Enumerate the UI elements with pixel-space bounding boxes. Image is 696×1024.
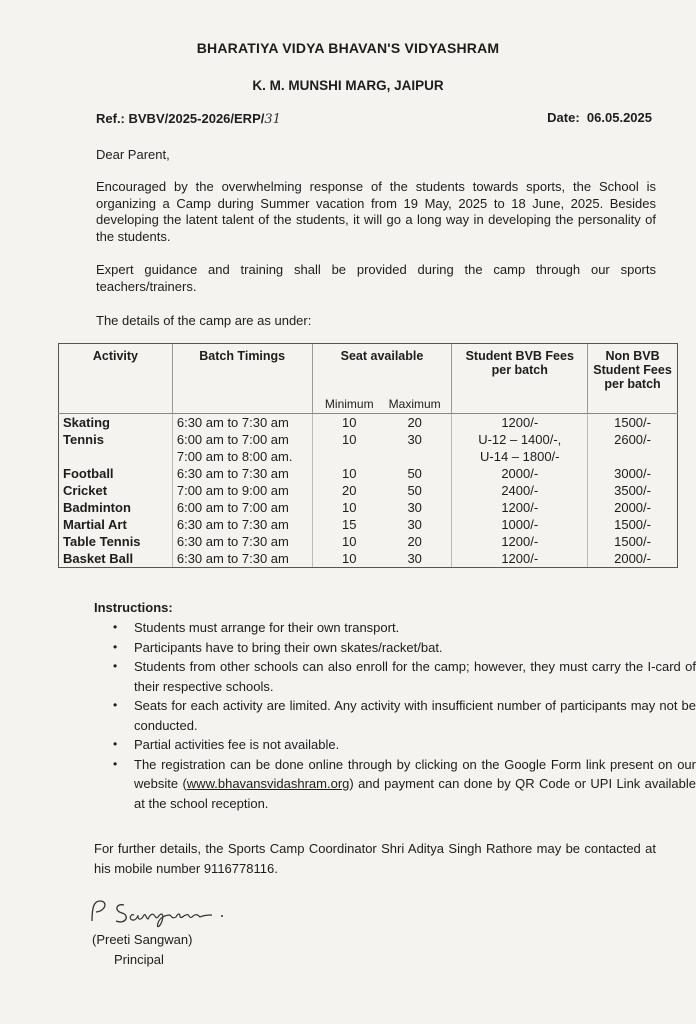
cell-activity: [59, 431, 173, 465]
seat-subheader: [312, 397, 452, 414]
handwritten-signature: [86, 893, 266, 933]
cell-non-bvb-fee: [588, 533, 678, 550]
table-row: [59, 414, 678, 432]
cell-seat-min: 10: [342, 415, 357, 430]
cell-seat-min: 10: [342, 534, 357, 549]
cell-bvb-fee-line: 1000/-: [501, 517, 539, 532]
cell-seat-max: 30: [407, 517, 422, 532]
table-row: [59, 516, 678, 533]
cell-bvb-fee-line: 1200/-: [501, 415, 539, 430]
cell-seat-min: 10: [342, 500, 357, 515]
header-batch-timings: Batch Timings: [172, 344, 312, 398]
cell-activity-line: Skating: [63, 415, 110, 430]
cell-bvb-fee: [452, 533, 588, 550]
cell-timings-line: 7:00 am to 9:00 am: [176, 483, 289, 498]
cell-timings-line: 6:30 am to 7:30 am: [176, 517, 289, 532]
principal-title: Principal: [114, 952, 164, 967]
cell-seats: [312, 414, 452, 432]
cell-timings: [172, 431, 312, 465]
cell-timings-line: 6:30 am to 7:30 am: [176, 551, 289, 566]
cell-timings-line: 6:00 am to 7:00 am: [176, 500, 289, 515]
cell-activity: [59, 499, 173, 516]
cell-timings: [172, 414, 312, 432]
cell-activity: [59, 482, 173, 499]
instructions-list: [94, 618, 696, 813]
cell-activity-line: Basket Ball: [63, 551, 134, 566]
cell-timings-line: 6:30 am to 7:30 am: [176, 466, 289, 481]
cell-bvb-fee: [452, 499, 588, 516]
cell-seat-max: 50: [407, 466, 422, 481]
cell-seats: [312, 550, 452, 568]
cell-non-bvb-fee-line: 3000/-: [614, 466, 651, 481]
header-bvb-fees: Student BVB Fees per batch: [452, 344, 588, 398]
cell-timings: [172, 550, 312, 568]
cell-non-bvb-fee-line: 1500/-: [614, 415, 651, 430]
date-label: Date:: [547, 110, 580, 125]
cell-activity: [59, 533, 173, 550]
cell-non-bvb-fee-line: 2000/-: [614, 551, 651, 566]
reference-label: Ref.: BVBV/2025-2026/ERP/: [96, 111, 265, 126]
school-name: BHARATIYA VIDYA BHAVAN'S VIDYASHRAM: [196, 40, 500, 56]
cell-seats: [312, 516, 452, 533]
cell-activity: [59, 550, 173, 568]
cell-seat-max: 30: [407, 432, 422, 447]
cell-timings-line: 6:30 am to 7:30 am: [176, 415, 289, 430]
cell-bvb-fee: [452, 516, 588, 533]
registration-text-start: The registration can be done online through by clicking on the Google Form link present on our website (: [134, 756, 696, 791]
header-activity: Activity: [59, 344, 173, 398]
cell-seats: [312, 499, 452, 516]
cell-seat-max: 20: [407, 415, 422, 430]
website-link[interactable]: www.bhavansvidashram.org: [186, 776, 350, 791]
cell-timings: [172, 482, 312, 499]
cell-activity-line: Table Tennis: [63, 534, 141, 549]
table-row: [59, 465, 678, 482]
instruction-item: • Participants have to bring their own skates/racket/bat.: [134, 638, 696, 658]
salutation: Dear Parent,: [96, 147, 170, 162]
cell-bvb-fee: [452, 465, 588, 482]
cell-activity: [59, 414, 173, 432]
camp-details-table: [58, 343, 678, 568]
cell-seat-max: 20: [407, 534, 422, 549]
cell-non-bvb-fee: [588, 499, 678, 516]
cell-bvb-fee-line: 1200/-: [501, 500, 539, 515]
cell-seats: [312, 533, 452, 550]
cell-non-bvb-fee: [588, 465, 678, 482]
cell-seats: [312, 431, 452, 465]
cell-timings: [172, 465, 312, 482]
cell-non-bvb-fee: [588, 431, 678, 465]
header-maximum: Maximum: [388, 397, 441, 411]
cell-activity-line: Tennis: [63, 432, 104, 447]
reference-handwritten-number: 31: [264, 112, 281, 127]
cell-timings: [172, 516, 312, 533]
guidance-paragraph: Expert guidance and training shall be provided during the camp through our sports teachers/trainers.: [96, 262, 656, 294]
cell-seat-min: 15: [342, 517, 357, 532]
date-value: 06.05.2025: [586, 110, 652, 125]
principal-name: (Preeti Sangwan): [92, 932, 193, 947]
letter-date: [547, 110, 652, 125]
table-row: [59, 482, 678, 499]
table-row: [59, 550, 678, 568]
cell-timings-line: 7:00 am to 8:00 am.: [176, 449, 293, 464]
cell-seat-max: 50: [407, 483, 422, 498]
header-non-bvb-fees: Non BVB Student Fees per batch: [588, 344, 678, 398]
cell-non-bvb-fee: [588, 482, 678, 499]
intro-paragraph: Encouraged by the overwhelming response of the students towards sports, the School is organizing a Camp during Summer vacation from 19 May, 2025 to 18 June, 2025. Besides developing the latent talent of the students, it will go a long way in developing the personality of the students.: [96, 179, 656, 244]
cell-seat-min: 20: [342, 483, 357, 498]
cell-bvb-fee-line: U-12 – 1400/-,: [478, 432, 562, 447]
cell-bvb-fee: [452, 414, 588, 432]
cell-non-bvb-fee-line: 3500/-: [614, 483, 651, 498]
cell-seat-max: 30: [407, 551, 422, 566]
cell-non-bvb-fee: [588, 414, 678, 432]
cell-timings-line: 6:30 am to 7:30 am: [176, 534, 289, 549]
table-row: [59, 533, 678, 550]
cell-activity: [59, 516, 173, 533]
cell-seats: [312, 465, 452, 482]
cell-non-bvb-fee: [588, 550, 678, 568]
table-row: [59, 499, 678, 516]
instruction-item: • Students from other schools can also enroll for the camp; however, they must carry the I-card of their respective schools.: [134, 657, 696, 696]
reference-number: [96, 111, 281, 127]
cell-seat-min: 10: [342, 551, 357, 566]
cell-bvb-fee-line: 2400/-: [501, 483, 539, 498]
instruction-item-registration: [134, 755, 696, 814]
cell-activity-line: Football: [63, 466, 114, 481]
cell-seats: [312, 482, 452, 499]
cell-bvb-fee: [452, 550, 588, 568]
cell-bvb-fee: [452, 482, 588, 499]
cell-bvb-fee: [452, 431, 588, 465]
cell-activity-line: Badminton: [63, 500, 131, 515]
school-address: K. M. MUNSHI MARG, JAIPUR: [252, 78, 444, 93]
instruction-item: • Partial activities fee is not available.: [134, 735, 696, 755]
cell-timings-line: 6:00 am to 7:00 am: [176, 432, 289, 447]
table-row: [59, 431, 678, 465]
cell-timings: [172, 499, 312, 516]
instruction-item: • Students must arrange for their own transport.: [134, 618, 696, 638]
instructions-title: Instructions:: [94, 600, 173, 615]
cell-non-bvb-fee-line: 1500/-: [614, 534, 651, 549]
cell-seat-min: 10: [342, 466, 357, 481]
cell-bvb-fee-line: 1200/-: [501, 534, 539, 549]
cell-bvb-fee-line: 1200/-: [501, 551, 539, 566]
cell-bvb-fee-line: 2000/-: [501, 466, 539, 481]
cell-non-bvb-fee-line: 2600/-: [614, 432, 651, 447]
cell-non-bvb-fee: [588, 516, 678, 533]
cell-non-bvb-fee-line: 2000/-: [614, 500, 651, 515]
cell-activity-line: Cricket: [63, 483, 108, 498]
header-seat-available: Seat available: [312, 344, 452, 398]
cell-non-bvb-fee-line: 1500/-: [614, 517, 651, 532]
cell-activity: [59, 465, 173, 482]
header-minimum: Minimum: [324, 397, 374, 411]
registration-text-end: ) and payment can done by QR Code or UPI Link available at the school reception.: [134, 776, 696, 811]
cell-timings: [172, 533, 312, 550]
further-details: For further details, the Sports Camp Coordinator Shri Aditya Singh Rathore may be contacted at his mobile number 9116778116.: [94, 841, 656, 876]
cell-bvb-fee-line: U-14 – 1800/-: [480, 449, 560, 464]
details-intro: The details of the camp are as under:: [96, 313, 312, 328]
cell-activity-line: Martial Art: [63, 517, 127, 532]
instruction-item: • Seats for each activity are limited. Any activity with insufficient number of participants may not be conducted.: [134, 696, 696, 735]
cell-seat-min: 10: [342, 432, 357, 447]
cell-seat-max: 30: [407, 500, 422, 515]
table-body: [59, 414, 678, 568]
